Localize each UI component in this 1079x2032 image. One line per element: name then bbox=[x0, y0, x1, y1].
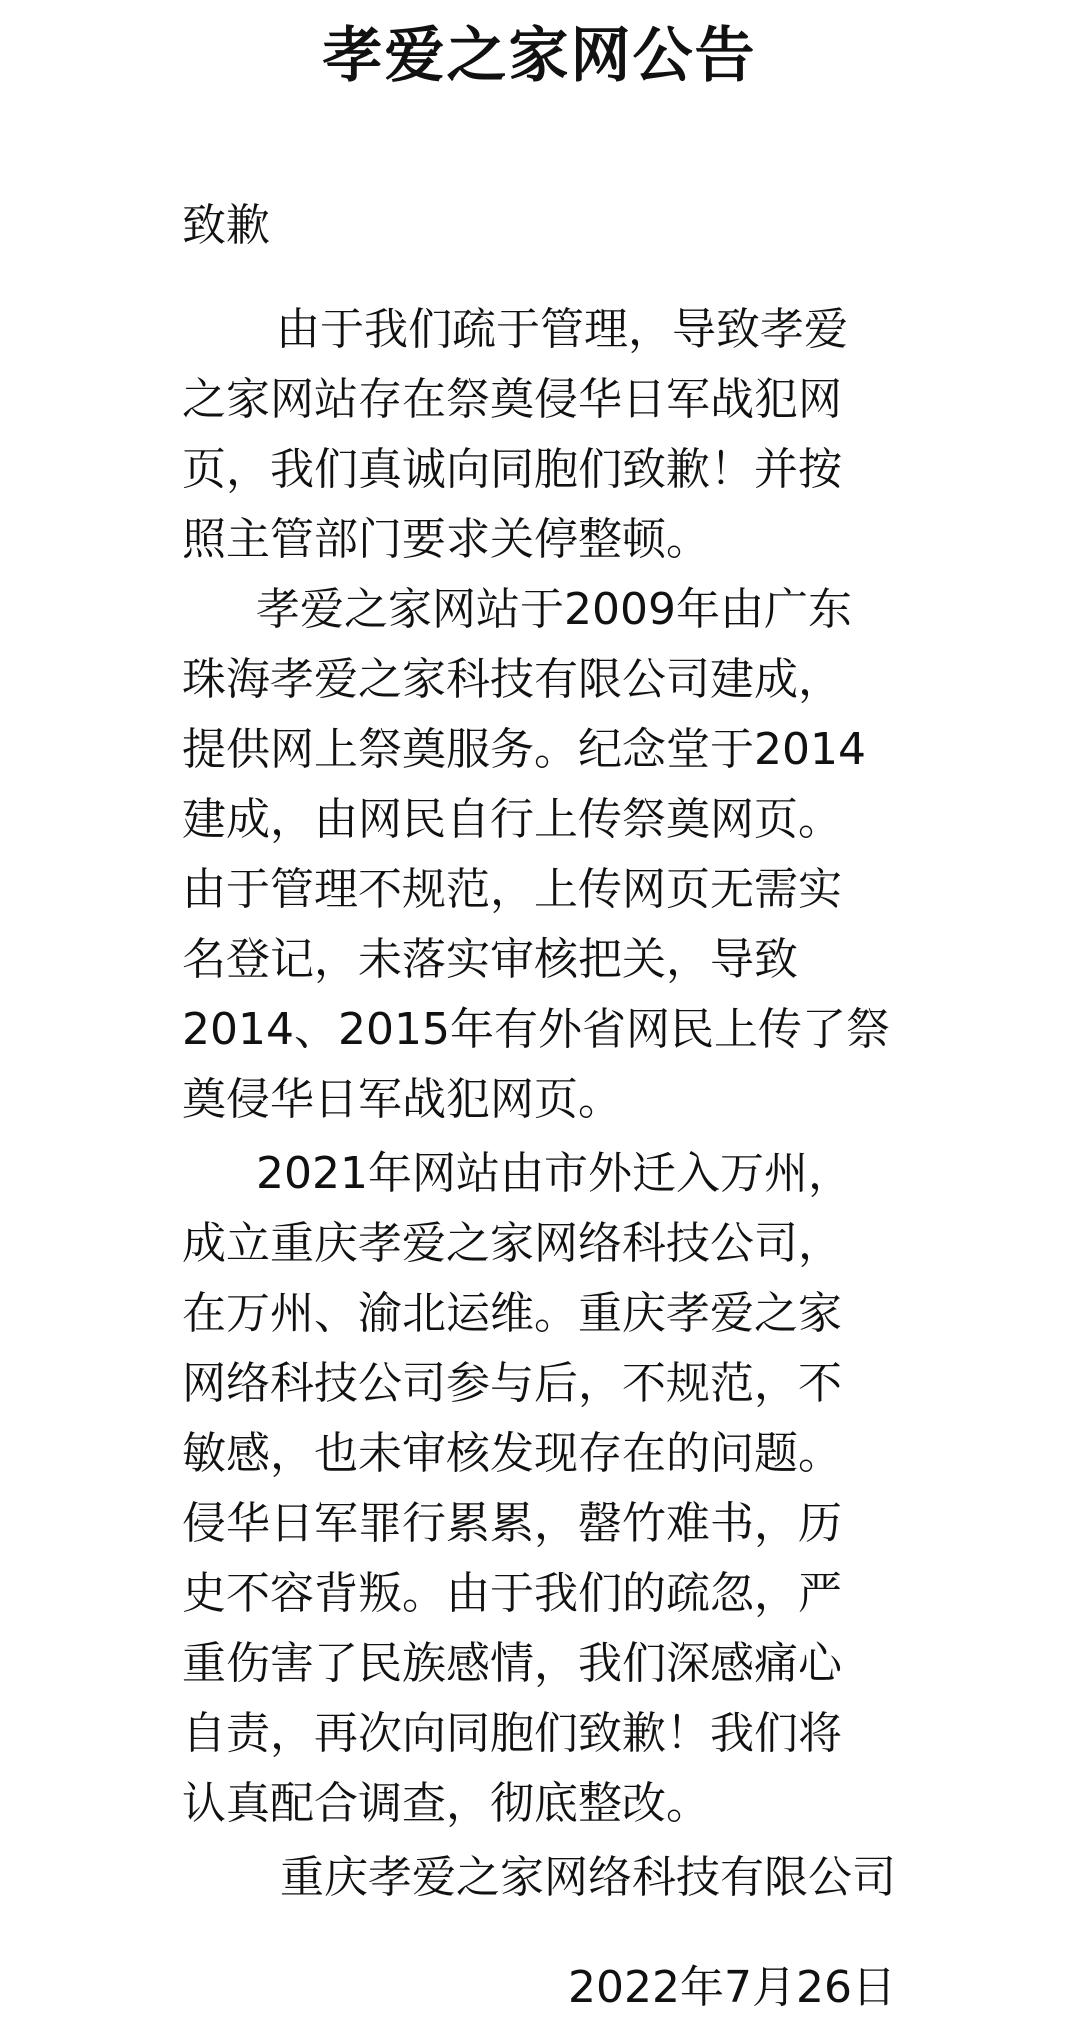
body-line: 由于管理不规范，上传网页无需实 bbox=[182, 864, 842, 915]
body-line: 自责，再次向同胞们致歉！我们将 bbox=[182, 1708, 842, 1759]
body-line: 重伤害了民族感情，我们深感痛心 bbox=[182, 1638, 842, 1689]
body-line: 2014、2015年有外省网民上传了祭 bbox=[182, 1004, 890, 1055]
body-line: 在万州、渝北运维。重庆孝爱之家 bbox=[182, 1288, 842, 1339]
notice-date: 2022年7月26日 bbox=[568, 1962, 896, 2013]
body-line: 侵华日军罪行累累，罄竹难书，历 bbox=[182, 1498, 842, 1549]
body-line: 敏感，也未审核发现存在的问题。 bbox=[182, 1428, 842, 1479]
salutation-heading: 致歉 bbox=[182, 200, 270, 251]
company-signature: 重庆孝爱之家网络科技有限公司 bbox=[280, 1852, 896, 1903]
notice-title: 孝爱之家网公告 bbox=[322, 21, 757, 91]
body-line: 网络科技公司参与后，不规范，不 bbox=[182, 1358, 842, 1409]
body-line: 建成，由网民自行上传祭奠网页。 bbox=[182, 794, 842, 845]
body-line: 照主管部门要求关停整顿。 bbox=[182, 514, 710, 565]
body-line: 成立重庆孝爱之家网络科技公司， bbox=[182, 1218, 842, 1269]
body-line: 孝爱之家网站于2009年由广东 bbox=[256, 584, 852, 635]
body-line: 奠侵华日军战犯网页。 bbox=[182, 1074, 622, 1125]
body-line: 提供网上祭奠服务。纪念堂于2014 bbox=[182, 724, 866, 775]
body-line: 页，我们真诚向同胞们致歉！并按 bbox=[182, 444, 842, 495]
body-line: 由于我们疏于管理，导致孝爱 bbox=[276, 304, 848, 355]
body-line: 之家网站存在祭奠侵华日军战犯网 bbox=[182, 374, 842, 425]
body-line: 史不容背叛。由于我们的疏忽，严 bbox=[182, 1568, 842, 1619]
body-line: 2021年网站由市外迁入万州， bbox=[256, 1148, 852, 1199]
body-line: 认真配合调查，彻底整改。 bbox=[182, 1778, 710, 1829]
body-line: 珠海孝爱之家科技有限公司建成， bbox=[182, 654, 842, 705]
body-line: 名登记，未落实审核把关，导致 bbox=[182, 934, 798, 985]
